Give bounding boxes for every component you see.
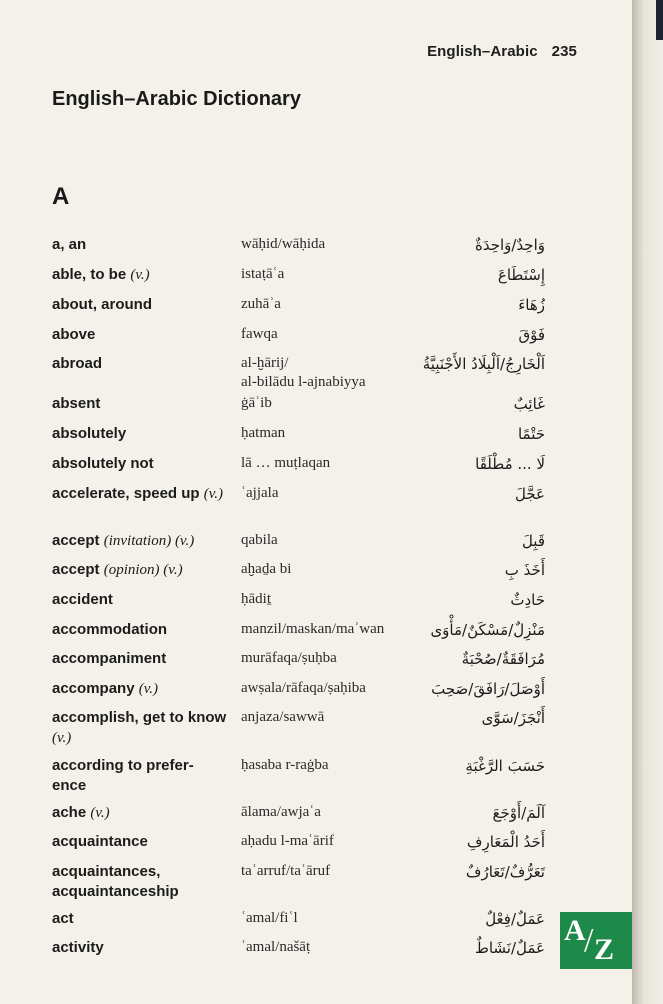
- arabic-text: حَسَبَ الرَّغْبَةِ: [465, 757, 545, 775]
- entry-headword: [52, 531, 227, 551]
- transliteration: anjaza/sawwā: [241, 709, 325, 725]
- headword-text: accompany: [52, 680, 135, 697]
- headword-text: absent: [52, 395, 101, 412]
- headword-text: accept: [52, 532, 100, 549]
- transliteration: ʿamal/fiʿl: [241, 910, 298, 926]
- transliteration: ʿamal/našāṭ: [241, 939, 311, 955]
- transliteration: wāḥid/wāḥida: [241, 236, 326, 252]
- headword-text: accident: [52, 591, 113, 608]
- arabic-text: عَجَّلَ: [515, 485, 545, 503]
- arabic-text: تَعَرُّفٌ/تَعَارُفٌ: [465, 863, 545, 881]
- headword-text: able, to be: [52, 266, 127, 283]
- transliteration: aḫaḏa bi: [241, 561, 292, 577]
- thumb-tab-slash: /: [584, 922, 594, 959]
- arabic-text: آلَمَ/أَوْجَعَ: [492, 804, 545, 822]
- headword-text: acquaintance: [52, 833, 148, 850]
- background-strip: [656, 0, 663, 40]
- headword-text: above: [52, 326, 96, 343]
- a-z-thumb-tab: [560, 912, 632, 969]
- transliteration: manzil/maskan/maʾwan: [241, 621, 385, 637]
- transliteration: al-ḫārij/ al-bilādu l-ajnabiyya: [241, 355, 366, 390]
- transliteration: ḥasaba r-raġba: [241, 757, 329, 773]
- arabic-text: اَلْخَارِجُ/اَلْبِلَادُ الأَجْنَبِيَّةُ: [422, 355, 545, 373]
- arabic-text: مُرَافَقَةٌ/صُحْبَةٌ: [461, 650, 545, 668]
- headword-text: accompaniment: [52, 650, 167, 667]
- entry-headword: [52, 862, 227, 902]
- entry-headword: [52, 803, 227, 823]
- arabic-text: لَا ... مُطْلَقًا: [475, 455, 545, 473]
- arabic-text: أَخَذَ بِ: [504, 561, 545, 579]
- arabic-text: وَاحِدٌ/وَاحِدَةٌ: [474, 236, 545, 254]
- entry-headword: [52, 620, 227, 640]
- arabic-text: حَادِثٌ: [510, 591, 545, 609]
- headword-text: absolutely: [52, 425, 127, 442]
- transliteration: aḥadu l-maʿārif: [241, 833, 334, 849]
- entry-headword: [52, 354, 227, 374]
- transliteration: ḥādiṯ: [241, 591, 271, 607]
- headword-text: ache: [52, 804, 87, 821]
- transliteration: istaṭāʿa: [241, 266, 285, 282]
- entry-headword: [52, 909, 227, 929]
- entry-headword: [52, 938, 227, 958]
- transliteration: lā … muṭlaqan: [241, 455, 331, 471]
- entry-headword: [52, 394, 227, 414]
- grammar-tag: (v.): [203, 486, 224, 502]
- transliteration: taʿarruf/taʿāruf: [241, 863, 331, 879]
- thumb-tab-z: Z: [594, 933, 615, 966]
- arabic-text: إِسْتَطَاعَ: [497, 266, 545, 284]
- transliteration: ʿajjala: [241, 485, 279, 501]
- grammar-tag: (v.): [90, 805, 110, 821]
- entry-headword: [52, 424, 227, 444]
- entry-headword: [52, 235, 227, 255]
- transliteration: murāfaqa/ṣuḥba: [241, 650, 337, 666]
- page-number: 235: [551, 43, 577, 60]
- entry-headword: [52, 679, 227, 699]
- headword-text: accommodation: [52, 621, 168, 638]
- headword-text: accomplish, get to know: [52, 709, 227, 726]
- arabic-text: أَوْصَلَ/رَافَقَ/صَحِبَ: [431, 680, 545, 698]
- headword-text: accelerate, speed up: [52, 485, 200, 502]
- arabic-text: عَمَلٌ/فِعْلٌ: [485, 910, 545, 928]
- headword-text: a, an: [52, 236, 87, 253]
- entry-headword: [52, 325, 227, 345]
- headword-text: abroad: [52, 355, 103, 372]
- entry-headword: [52, 756, 227, 796]
- transliteration: awṣala/rāfaqa/ṣaḥiba: [241, 680, 366, 696]
- grammar-tag: (opinion) (v.): [103, 562, 183, 578]
- transliteration: qabila: [241, 532, 278, 548]
- headword-text: activity: [52, 939, 104, 956]
- headword-text: act: [52, 910, 74, 927]
- entry-headword: [52, 265, 227, 285]
- headword-text: according to prefer-ence: [52, 757, 194, 794]
- arabic-text: قَبِلَ: [521, 532, 545, 550]
- headword-text: acquaintances, acquaintanceship: [52, 863, 179, 900]
- section-letter: A: [52, 183, 70, 210]
- arabic-text: أَنْجَزَ/سَوَّى: [481, 709, 545, 727]
- grammar-tag: (v.): [138, 681, 159, 697]
- transliteration: fawqa: [241, 326, 278, 342]
- arabic-text: أَحَدُ الْمَعَارِفِ: [466, 833, 545, 851]
- headword-text: about, around: [52, 296, 152, 313]
- transliteration: zuhāʾa: [241, 296, 281, 312]
- transliteration: ḥatman: [241, 425, 286, 441]
- transliteration: ālama/awjaʿa: [241, 804, 321, 820]
- entry-headword: [52, 590, 227, 610]
- running-head-section: English–Arabic: [427, 43, 538, 60]
- entry-headword: [52, 454, 227, 474]
- entry-headword: [52, 560, 227, 580]
- entry-headword: [52, 832, 227, 852]
- arabic-text: فَوْقَ: [518, 326, 545, 344]
- arabic-text: حَتْمًا: [517, 425, 545, 443]
- entry-headword: [52, 708, 227, 748]
- arabic-text: عَمَلٌ/نَشَاطٌ: [474, 939, 545, 957]
- page-title: English–Arabic Dictionary: [52, 88, 301, 110]
- entry-headword: [52, 484, 227, 504]
- entry-headword: [52, 295, 227, 315]
- grammar-tag: (v.): [130, 267, 150, 283]
- grammar-tag: (invitation) (v.): [103, 533, 195, 549]
- grammar-tag: (v.): [52, 730, 72, 746]
- headword-text: accept: [52, 561, 100, 578]
- arabic-text: زُهَاءَ: [518, 296, 545, 314]
- page-edge: [632, 0, 663, 1004]
- thumb-tab-a: A: [564, 914, 586, 947]
- transliteration: ġāʾib: [241, 395, 272, 411]
- arabic-text: غَائِبٌ: [513, 395, 545, 413]
- arabic-text: مَنْزِلٌ/مَسْكَنٌ/مَأْوَى: [430, 621, 545, 639]
- entry-headword: [52, 649, 227, 669]
- headword-text: absolutely not: [52, 455, 154, 472]
